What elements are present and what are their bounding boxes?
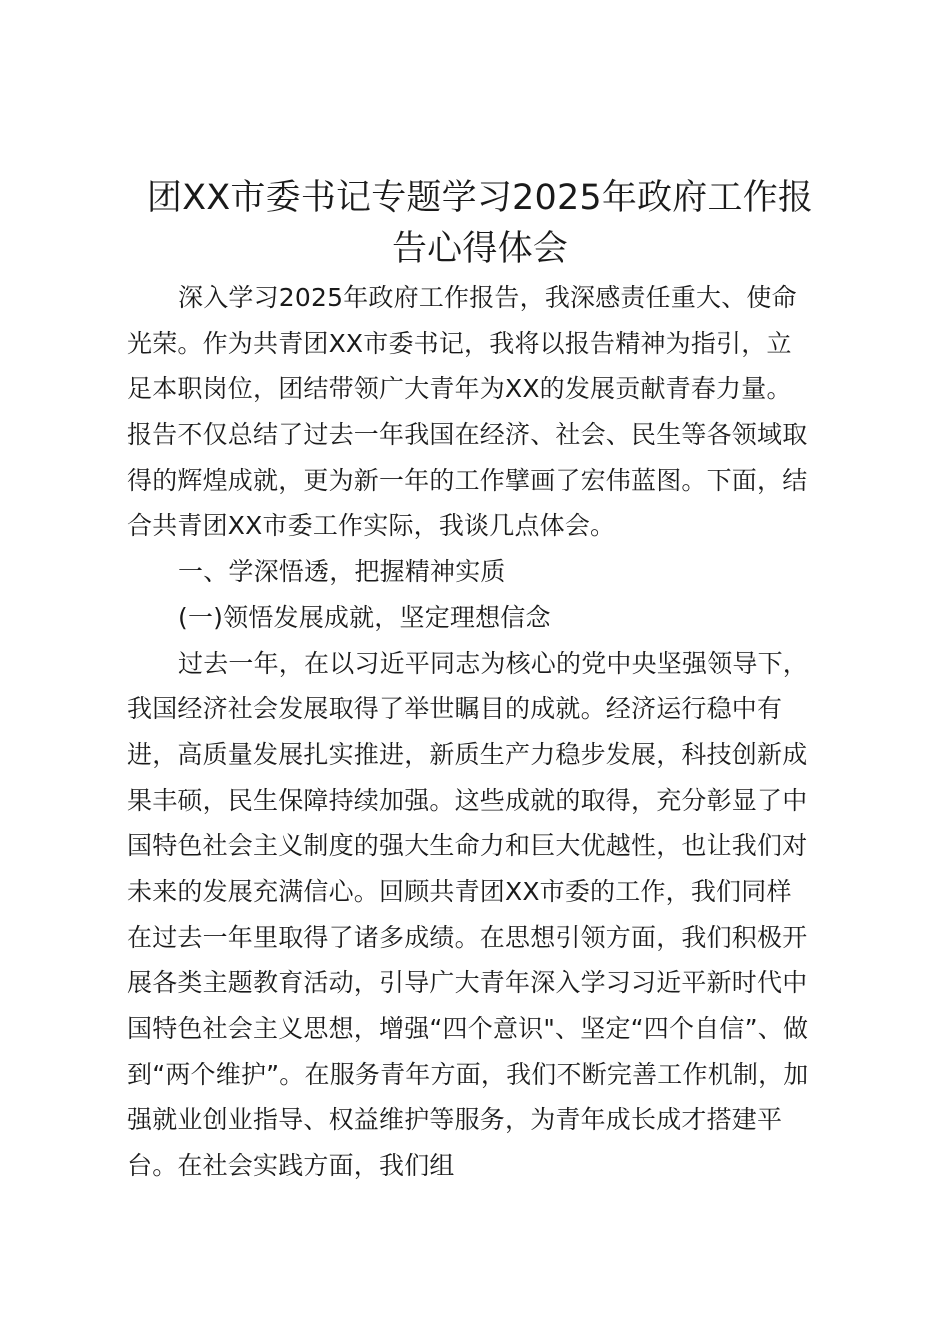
body-line: 未来的发展充满信心。回顾共青团XX市委的工作，我们同样: [127, 876, 792, 906]
body-line: 国特色社会主义制度的强大生命力和巨大优越性，也让我们对: [127, 831, 808, 861]
body-line: 台。在社会实践方面，我们组: [127, 1151, 455, 1181]
body-line: 在过去一年里取得了诸多成绩。在思想引领方面，我们积极开: [127, 922, 808, 952]
body-line: 我国经济社会发展取得了举世瞩目的成就。经济运行稳中有: [127, 694, 783, 724]
document-title: [120, 173, 840, 275]
body-line: 进，高质量发展扎实推进，新质生产力稳步发展，科技创新成: [127, 739, 808, 769]
body-line: 足本职岗位，团结带领广大青年为XX的发展贡献青春力量。: [127, 374, 792, 404]
body-line: 深入学习2025年政府工作报告，我深感责任重大、使命: [178, 283, 797, 312]
section-heading: 一、学深悟透，把握精神实质: [178, 557, 506, 587]
body-line: 国特色社会主义思想，增强“四个意识"、坚定“四个自信”、做: [127, 1014, 809, 1043]
title-line: 告心得体会: [391, 229, 568, 269]
body-line: 强就业创业指导、权益维护等服务，为青年成长成才搭建平: [127, 1105, 783, 1135]
body-line: 果丰硕，民生保障持续加强。这些成就的取得，充分彰显了中: [127, 785, 808, 815]
body-line: 到“两个维护”。在服务青年方面，我们不断完善工作机制，加: [127, 1059, 809, 1089]
body-line: 得的辉煌成就，更为新一年的工作擘画了宏伟蓝图。下面，结: [127, 465, 808, 495]
document-body: [127, 275, 827, 1189]
body-line: 合共青团XX市委工作实际，我谈几点体会。: [127, 511, 616, 541]
subsection-heading: (一)领悟发展成就，坚定理想信念: [178, 602, 551, 632]
body-line: 展各类主题教育活动，引导广大青年深入学习习近平新时代中: [127, 968, 808, 998]
title-line: 团XX市委书记专题学习2025年政府工作报: [146, 178, 814, 218]
body-line: 过去一年，在以习近平同志为核心的党中央坚强领导下，: [178, 648, 809, 678]
body-line: 光荣。作为共青团XX市委书记，我将以报告精神为指引，立: [127, 328, 792, 358]
body-line: 报告不仅总结了过去一年我国在经济、社会、民生等各领域取: [127, 420, 808, 450]
